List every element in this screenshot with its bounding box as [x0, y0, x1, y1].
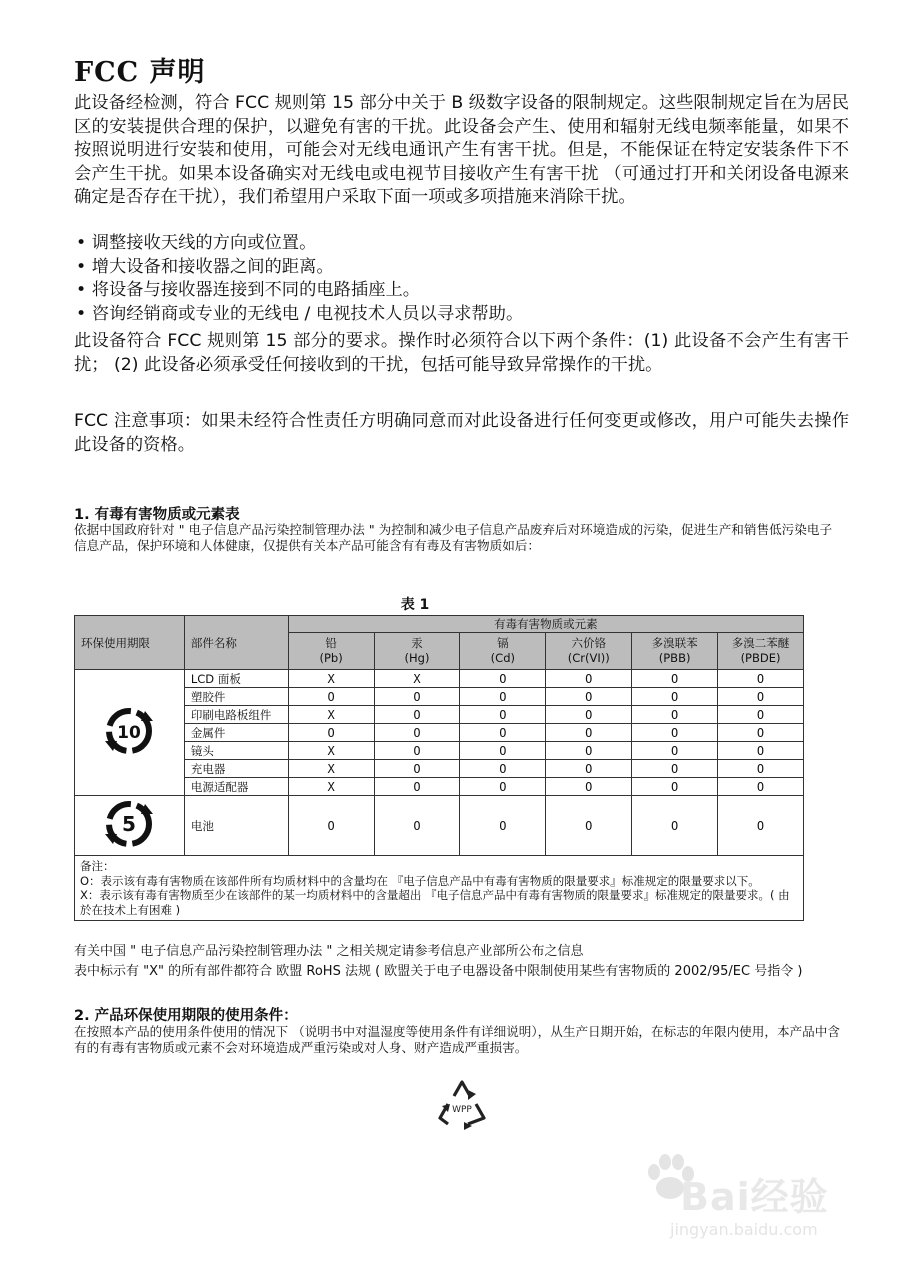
- substance-cell: X: [288, 760, 374, 778]
- section-2-heading: 2. 产品环保使用期限的使用条件：: [74, 1008, 298, 1024]
- note-o: O：表示该有毒有害物质在该部件所有均质材料中的含量均在 『电子信息产品中有毒有害物质的限量要求』标准规定的限量要求以下。: [80, 873, 760, 888]
- substance-header: [288, 633, 374, 670]
- substance-cell: O: [718, 688, 804, 706]
- substance-cell: O: [546, 706, 632, 724]
- substance-name: 六价铬: [571, 636, 606, 650]
- substance-cell: O: [718, 796, 804, 856]
- watermark-url: jingyan.baidu.com: [670, 1220, 818, 1239]
- substance-cell: O: [632, 760, 718, 778]
- substance-symbol: (Pb): [319, 651, 343, 665]
- substance-cell: O: [460, 796, 546, 856]
- substance-cell: O: [546, 760, 632, 778]
- substance-cell: O: [374, 724, 460, 742]
- substance-cell: O: [374, 688, 460, 706]
- list-item: • 增大设备和接收器之间的距离。: [76, 256, 523, 280]
- substance-name: 多溴二苯醚: [731, 636, 790, 650]
- substance-cell: O: [460, 760, 546, 778]
- substance-cell: O: [546, 670, 632, 688]
- header-substance-group: 有毒有害物质或元素: [288, 616, 803, 633]
- substance-cell: O: [288, 724, 374, 742]
- table-row: [75, 778, 804, 796]
- substance-cell: O: [460, 742, 546, 760]
- part-name: 电池: [184, 796, 288, 856]
- group-b-rows: [75, 796, 804, 856]
- substance-cell: O: [546, 742, 632, 760]
- substance-cell: O: [632, 670, 718, 688]
- substance-cell: O: [632, 688, 718, 706]
- list-item: • 咨询经销商或专业的无线电 / 电视技术人员以寻求帮助。: [76, 303, 523, 327]
- substance-cell: O: [374, 796, 460, 856]
- part-name: LCD 面板: [184, 670, 288, 688]
- table-row: [75, 724, 804, 742]
- substance-cell: O: [546, 724, 632, 742]
- fcc-paragraph-1: 此设备经检测，符合 FCC 规则第 15 部分中关于 B 级数字设备的限制规定。这些限制规定旨在为居民区的安装提供合理的保护，以避免有害的干扰。此设备会产生、使用和辐射无线电频率能量，如果不按照说明进行安装和使用，可能会对无线电通讯产生有害干扰。但是，不能保证在特定安装条件下不会产生干扰。如果本设备确实对无线电或电视节目接收产生有害干扰 （可通过打开和关闭设备电源来确定是否存在干扰），我们希望用户采取下面一项或多项措施来消除干扰。: [74, 93, 849, 207]
- substance-cell: O: [718, 742, 804, 760]
- logo-number: 10: [117, 723, 142, 743]
- substance-cell: O: [374, 706, 460, 724]
- substance-symbol: (PBB): [658, 651, 691, 665]
- substance-cell: X: [374, 670, 460, 688]
- substance-header: [546, 633, 632, 670]
- substance-cell: O: [632, 778, 718, 796]
- rohs-note: 表中标示有 "X" 的所有部件都符合 欧盟 RoHS 法规 ( 欧盟关于电子电器设备中限制使用某些有害物质的 2002/95/EC 号指令 ): [74, 964, 803, 979]
- list-item: • 调整接收天线的方向或位置。: [76, 232, 523, 256]
- section-2-body: 在按照本产品的使用条件使用的情况下 （说明书中对温湿度等使用条件有详细说明），从生产日期开始，在标志的年限内使用，本产品中含有的有毒有害物质或元素不会对环境造成严重污染或对人身、财产造成严重损害。: [74, 1024, 840, 1055]
- table-row: [75, 706, 804, 724]
- substance-cell: O: [718, 706, 804, 724]
- substance-cell: O: [374, 760, 460, 778]
- substance-cell: O: [718, 760, 804, 778]
- table-row: [75, 760, 804, 778]
- substance-cell: O: [374, 778, 460, 796]
- substance-cell: O: [718, 778, 804, 796]
- eco-period-logo: [75, 670, 185, 796]
- watermark-brand: Bai经验: [680, 1175, 829, 1219]
- substance-cell: O: [460, 670, 546, 688]
- notes-title: 备注：: [80, 859, 115, 873]
- substance-cell: X: [288, 670, 374, 688]
- substance-cell: X: [288, 778, 374, 796]
- substance-cell: O: [288, 796, 374, 856]
- regulation-note: 有关中国 " 电子信息产品污染控制管理办法 " 之相关规定请参考信息产业部所公布之信息: [74, 944, 584, 959]
- list-item: • 将设备与接收器连接到不同的电路插座上。: [76, 279, 523, 303]
- substance-cell: O: [460, 724, 546, 742]
- substance-cell: O: [718, 670, 804, 688]
- substance-cell: O: [460, 688, 546, 706]
- substance-cell: O: [546, 778, 632, 796]
- substance-cell: O: [718, 724, 804, 742]
- substance-symbol: (Cr(VI)): [567, 651, 610, 665]
- substance-header: [460, 633, 546, 670]
- table-caption: 表 1: [400, 597, 430, 613]
- part-name: 镜头: [184, 742, 288, 760]
- substance-symbol: (Cd): [490, 651, 515, 665]
- note-x: X：表示该有毒有害物质至少在该部件的某一均质材料中的含量超出 『电子信息产品中有毒有害物质的限量要求』标准规定的限量要求。( 由於在技术上有困难 ): [80, 888, 790, 917]
- table-row: [75, 796, 804, 856]
- substance-header: [632, 633, 718, 670]
- recycle-label: WPP: [452, 1105, 472, 1115]
- substance-cell: O: [632, 706, 718, 724]
- substance-cell: O: [546, 796, 632, 856]
- logo-number: 5: [122, 812, 137, 836]
- group-a-rows: [75, 670, 804, 796]
- substance-cell: O: [632, 796, 718, 856]
- substance-symbol: (Hg): [404, 651, 430, 665]
- recycle-icon: [432, 1076, 492, 1138]
- hazard-table: [74, 615, 804, 921]
- fcc-title: FCC 声明: [74, 57, 206, 88]
- substance-name: 多溴联苯: [651, 636, 698, 650]
- substance-cell: O: [374, 742, 460, 760]
- hazard-table-container: [74, 615, 804, 921]
- eco-period-logo: [75, 796, 185, 856]
- substance-name: 汞: [411, 636, 423, 650]
- substance-name: 铅: [325, 636, 337, 650]
- substance-cell: O: [460, 706, 546, 724]
- table-row: [75, 670, 804, 688]
- substance-header: [718, 633, 804, 670]
- substance-name: 镉: [497, 636, 509, 650]
- fcc-paragraph-3: FCC 注意事项：如果未经符合性责任方明确同意而对此设备进行任何变更或修改，用户可能失去操作此设备的资格。: [74, 411, 849, 455]
- part-name: 充电器: [184, 760, 288, 778]
- header-part: 部件名称: [184, 616, 288, 670]
- part-name: 印刷电路板组件: [184, 706, 288, 724]
- substance-cell: O: [632, 724, 718, 742]
- fcc-paragraph-2: 此设备符合 FCC 规则第 15 部分的要求。操作时必须符合以下两个条件：(1) 此设备不会产生有害干扰； (2) 此设备必须承受任何接收到的干扰，包括可能导致异常操作的干扰。: [74, 331, 849, 375]
- part-name: 塑胶件: [184, 688, 288, 706]
- substance-header: [374, 633, 460, 670]
- table-row: [75, 688, 804, 706]
- substance-cell: X: [288, 742, 374, 760]
- section-1-intro: 依据中国政府针对 " 电子信息产品污染控制管理办法 " 为控制和减少电子信息产品废弃后对环境造成的污染，促进生产和销售低污染电子信息产品，保护环境和人体健康，仅提供有关本产品可能含有有毒及有害物质如后：: [74, 522, 833, 553]
- substance-cell: X: [288, 706, 374, 724]
- part-name: 金属件: [184, 724, 288, 742]
- fcc-measures-list: [76, 232, 523, 326]
- table-row: [75, 742, 804, 760]
- watermark: [640, 1148, 870, 1258]
- section-1-heading: 1. 有毒有害物质或元素表: [74, 507, 240, 523]
- substance-cell: O: [632, 742, 718, 760]
- substance-cell: O: [460, 778, 546, 796]
- substance-symbol: (PBDE): [740, 651, 781, 665]
- substance-cell: O: [288, 688, 374, 706]
- substance-cell: O: [546, 688, 632, 706]
- header-period: 环保使用期限: [75, 616, 185, 670]
- table-notes: [75, 856, 804, 921]
- part-name: 电源适配器: [184, 778, 288, 796]
